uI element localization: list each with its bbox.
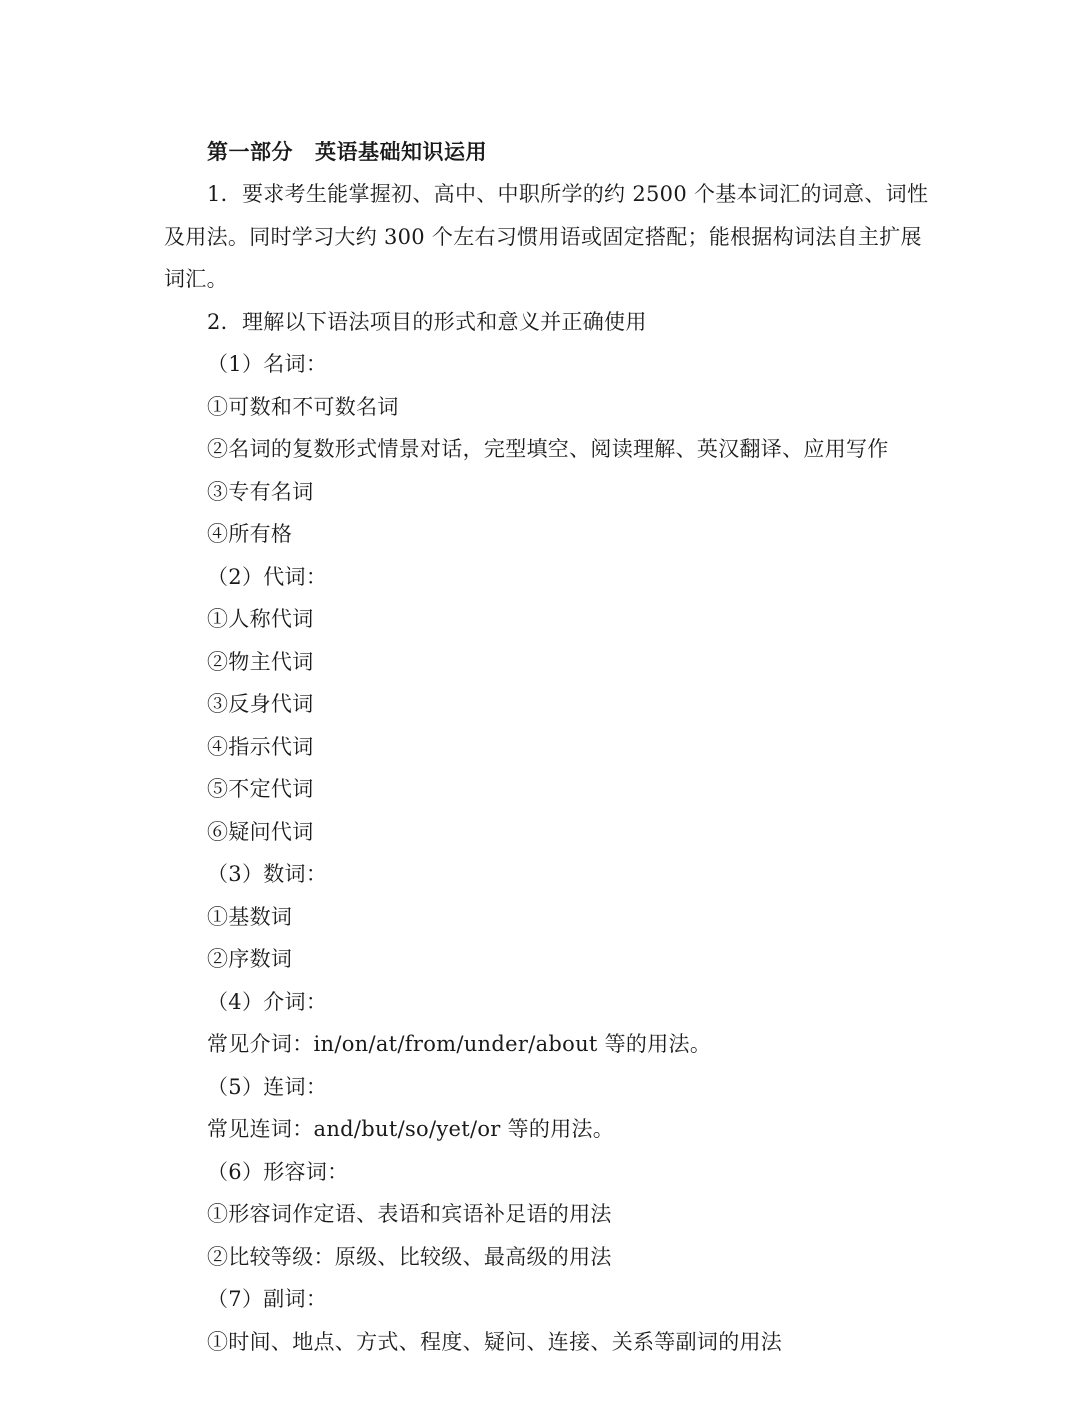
list-item: （3）数词： bbox=[207, 862, 328, 886]
list-item: 常见连词：and/but/so/yet/or 等的用法。 bbox=[207, 1117, 615, 1141]
list-item: ①可数和不可数名词 bbox=[207, 395, 399, 419]
list-item: （4）介词： bbox=[207, 990, 328, 1014]
list-item: ②物主代词 bbox=[207, 650, 314, 674]
list-item: （6）形容词： bbox=[207, 1160, 349, 1184]
list-item: （7）副词： bbox=[207, 1287, 328, 1311]
paragraph-1-line-3: 词汇。 bbox=[164, 267, 228, 291]
list-item: ①形容词作定语、表语和宾语补足语的用法 bbox=[207, 1202, 612, 1226]
list-item: ④所有格 bbox=[207, 522, 293, 546]
list-item: ④指示代词 bbox=[207, 735, 314, 759]
section-heading bbox=[207, 138, 487, 166]
list-item: ②序数词 bbox=[207, 947, 293, 971]
list-item: ③反身代词 bbox=[207, 692, 314, 716]
list-item: （1）名词： bbox=[207, 352, 328, 376]
list-item: ②比较等级：原级、比较级、最高级的用法 bbox=[207, 1245, 612, 1269]
list-item: 常见介词：in/on/at/from/under/about 等的用法。 bbox=[207, 1032, 712, 1056]
list-item: ①时间、地点、方式、程度、疑问、连接、关系等副词的用法 bbox=[207, 1330, 783, 1354]
section-heading-title: 英语基础知识运用 bbox=[315, 140, 487, 164]
grammar-intro: 2．理解以下语法项目的形式和意义并正确使用 bbox=[207, 310, 647, 334]
list-item: ⑤不定代词 bbox=[207, 777, 314, 801]
list-item: ③专有名词 bbox=[207, 480, 314, 504]
list-item: ②名词的复数形式情景对话，完型填空、阅读理解、英汉翻译、应用写作 bbox=[207, 437, 889, 461]
list-item: ⑥疑问代词 bbox=[207, 820, 314, 844]
list-item: （2）代词： bbox=[207, 565, 328, 589]
paragraph-1-line-1: 1．要求考生能掌握初、高中、中职所学的约 2500 个基本词汇的词意、词性 bbox=[207, 182, 929, 206]
paragraph-1-line-2: 及用法。同时学习大约 300 个左右习惯用语或固定搭配；能根据构词法自主扩展 bbox=[164, 225, 922, 249]
list-item: ①基数词 bbox=[207, 905, 293, 929]
section-heading-part: 第一部分 bbox=[207, 140, 293, 164]
list-item: ①人称代词 bbox=[207, 607, 314, 631]
list-item: （5）连词： bbox=[207, 1075, 328, 1099]
